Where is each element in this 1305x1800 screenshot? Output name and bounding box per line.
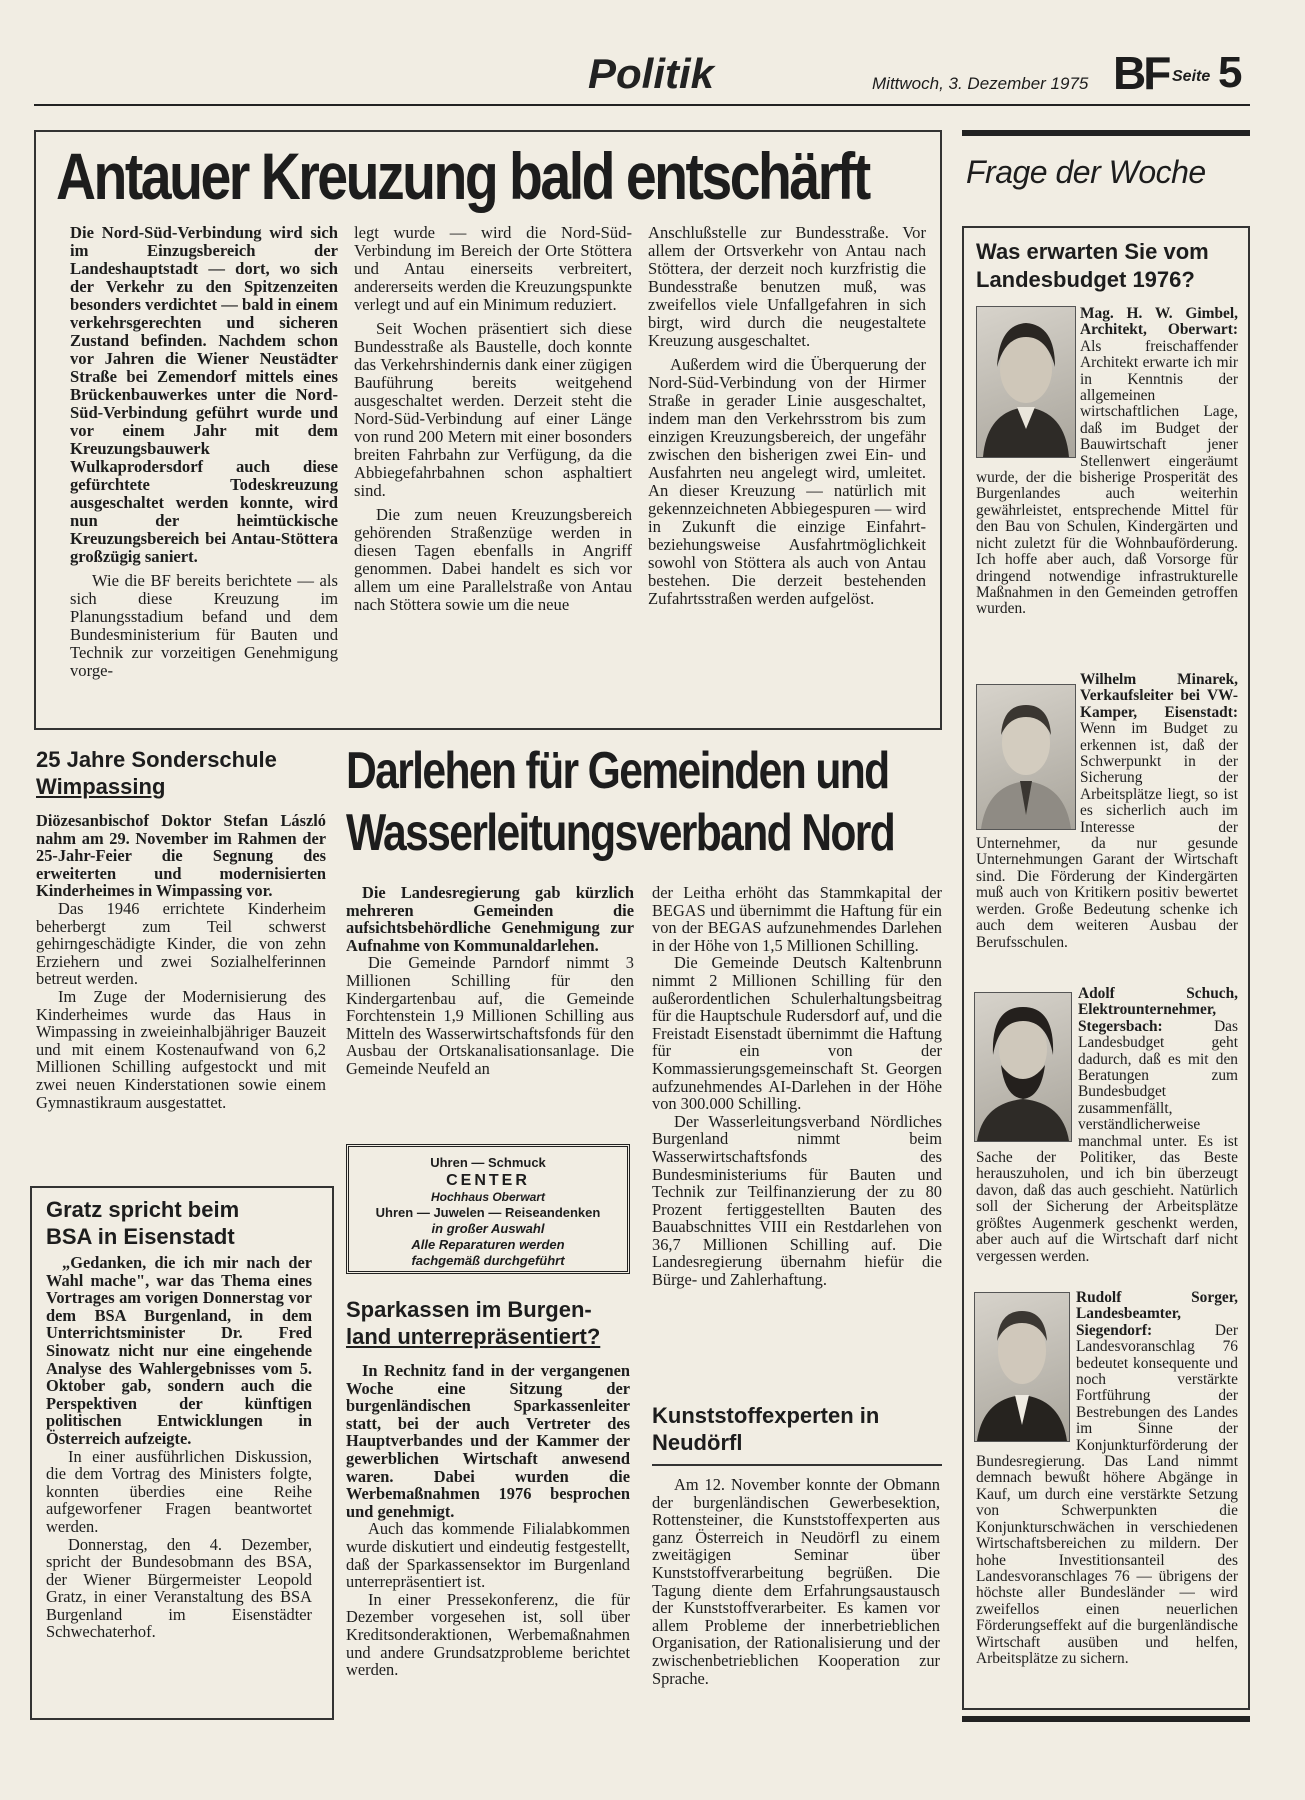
header-rule xyxy=(34,104,1250,106)
darlehen-headline-line1: Darlehen für Gemeinden und xyxy=(346,742,889,800)
page-label: Seite xyxy=(1172,68,1211,85)
frage-title: Frage der Woche xyxy=(966,154,1206,190)
sonderschule-lead: Diözesanbischof Doktor Stefan László nahm am 29. November im Rahmen der 25-Jahr-Feier die Segnung des erweiterten und modernisierten Kinderheimes in Wimpassing vor. xyxy=(36,811,326,901)
kunststoff-paragraph: Am 12. November konnte der Obmann der burgenländischen Gewerbesektion, Rottensteiner, die Kunststoffexperten aus ganz Österreich in Neudörfl zu einem zweitägigen Seminar über Kunststoffverarbeitung begrüßen. Die Tagung diente dem Erfahrungsaustausch der Kunststoffverarbeiter. Es kamen vor allem Probleme der innerbetrieblichen Organisation, der Rationalisierung und der zwischenbetrieblichen Kooperation zur Sprache. xyxy=(652,1475,940,1688)
article-antau-lead: Die Nord-Süd-Verbindung wird sich im Einzugsbereich der Landeshauptstadt — dort, wo sich der Verkehr zu den Spitzenzeiten besonders verdichtet — bald in einem verkehrsgerechten und sicheren Zustand befinden. Nachdem schon vor Jahren die Wiener Neustädter Straße bei Zemendorf mittels eines Brückenbauwerkes unter die Nord-Süd-Verbindung geführt wurde und vor einem Jahr mit dem Kreuzungsbauwerk Wulkaprodersdorf auch diese gefürchtete Todeskreuzung ausgeschaltet werden konnte, wird nun der heimtückische Kreuzungsbereich bei Antau-Stöttera großzügig saniert. xyxy=(70,223,338,566)
sparkassen-body xyxy=(346,1362,630,1679)
ad-line6: Alle Reparaturen werden xyxy=(411,1237,565,1252)
sparkassen-lead: In Rechnitz fand in der vergangenen Woche eine Sitzung der burgenländischen Sparkassenleiter statt, bei der auch Vertreter des Hauptverbandes und der Kammer der gewerblichen Wirtschaft anwesend waren. Dabei wurden die Werbemaßnahmen 1976 besprochen und genehmigt. xyxy=(346,1361,630,1521)
article-antau-paragraph: legt wurde — wird die Nord-Süd-Verbindung im Bereich der Orte Stöttera und Antau einerseits verbreitert, andererseits werden die Kreuzungspunkte verlegt und auf ein Minimum reduziert. xyxy=(354,223,632,314)
article-antau-col1 xyxy=(70,224,338,680)
sonderschule-body xyxy=(36,812,326,1111)
frage-top-bar xyxy=(962,130,1250,136)
darlehen-headline xyxy=(346,740,895,864)
issue-date: Mittwoch, 3. Dezember 1975 xyxy=(872,74,1089,93)
frage-answer-4 xyxy=(976,1290,1238,1667)
darlehen-paragraph: der Leitha erhöht das Stammkapital der BEGAS und übernimmt die Haftung für ein von der BEGAS aufzunehmendes Darlehen in der Höhe von 1,5 Millionen Schilling. xyxy=(652,883,942,955)
sparkassen-headline xyxy=(346,1296,636,1350)
frage-question-line1: Was erwarten Sie vom xyxy=(976,239,1209,264)
frage-bottom-bar xyxy=(962,1716,1250,1722)
answer-name: Wilhelm Minarek, Verkaufsleiter bei VW-Kamper, Eisenstadt: xyxy=(1080,671,1238,721)
photo-spacer xyxy=(976,672,1080,832)
sonderschule-headline-line1: 25 Jahre Sonderschule xyxy=(36,747,277,772)
newspaper-logo: BF xyxy=(1113,47,1169,99)
frage-answer-1 xyxy=(976,306,1238,618)
answer-name: Adolf Schuch, Elektrounternehmer, Stegersbach: xyxy=(1078,985,1238,1035)
frage-question xyxy=(976,238,1246,294)
gratz-body xyxy=(46,1254,312,1641)
gratz-headline-line1: Gratz spricht beim xyxy=(46,1197,240,1222)
darlehen-col2 xyxy=(652,884,942,1289)
gratz-lead: „Gedanken, die ich mir nach der Wahl mache", war das Thema eines Vortrages am vorigen Donnerstag vor dem BSA Burgenland, in dem Unterrichtsminister Dr. Fred Sinowatz nicht nur eine eingehende Analyse des Wahlergebnisses vom 5. Oktober gab, sondern auch die Perspektiven der künftigen politischen Entwicklungen in Österreich aufzeigte. xyxy=(46,1253,312,1448)
sparkassen-headline-line2: land unterrepräsentiert? xyxy=(346,1324,601,1349)
article-antau-headline: Antauer Kreuzung bald entschärft xyxy=(56,139,869,213)
ad-line5: in großer Auswahl xyxy=(431,1221,545,1236)
gratz-paragraph: In einer ausführlichen Diskussion, die dem Vortrag des Ministers folgte, konnten überdies eine Reihe aufgeworfener Fragen beantwortet werden. xyxy=(46,1446,312,1536)
sonderschule-headline xyxy=(36,746,336,800)
kunststoff-headline-line2: Neudörfl xyxy=(652,1430,743,1455)
gratz-headline-line2: BSA in Eisenstadt xyxy=(46,1224,235,1249)
photo-spacer xyxy=(976,306,1080,460)
sparkassen-headline-line1: Sparkassen im Burgen- xyxy=(346,1297,592,1322)
sparkassen-paragraph: In einer Pressekonferenz, die für Dezember vorgesehen ist, soll über Kreditsonderaktionen, Werbemaßnahmen und andere Grundsatzprobleme berichtet werden. xyxy=(346,1589,630,1680)
kunststoff-headline xyxy=(652,1402,942,1466)
gratz-paragraph: Donnerstag, den 4. Dezember, spricht der Bundesobmann des BSA, der Wiener Bürgermeister Leopold Gratz, in einer Veranstaltung des BSA Burgenland im Eisenstädter Schwechaterhof. xyxy=(46,1534,312,1642)
article-antau-col2 xyxy=(354,224,632,614)
frage-answer-4-text xyxy=(976,1290,1238,1667)
article-antau-paragraph: Seit Wochen präsentiert sich diese Bundesstraße als Baustelle, doch konnte das Verkehrshindernis dank einer zügigen Bauführung bereits weitgehend ausgeschaltet werden. Derzeit steht die Nord-Süd-Verbindung auf einer Länge von rund 200 Metern mit einer bosonders breiten Fahrbahn zur Verfügung, da die Abbiegefahrbahnen schon asphaltiert sind. xyxy=(354,319,632,500)
darlehen-col1 xyxy=(346,884,634,1078)
frage-answer-3 xyxy=(976,986,1238,1265)
answer-name: Mag. H. W. Gimbel, Architekt, Oberwart: xyxy=(1080,305,1238,339)
ad-line1: Uhren — Schmuck xyxy=(430,1155,546,1170)
article-antau-paragraph: Wie die BF bereits berichtete — als sich diese Kreuzung im Planungsstadium befand und dem Bundesministerium für Bauten und Technik zur vorzeitigen Genehmigung vorge- xyxy=(70,571,338,680)
answer-text: Wenn im Budget zu erkennen ist, daß der Schwerpunkt in der Sicherung der Arbeitsplätze liegt, so ist es sicherlich auch im Interesse der Unternehmer, da nur gesunde Unternehmungen Garant der Wirtschaft sind. Die Förderung der Kindergärten muß auch von Kritikern positiv bewertet werden. Große Bedeutung schenke ich auch dem weiteren Ausbau der Berufsschulen. xyxy=(976,720,1238,951)
kunststoff-headline-line1: Kunststoffexperten in xyxy=(652,1403,880,1428)
sonderschule-paragraph: Das 1946 errichtete Kinderheim beherbergt zum Teil schwerst gehirngeschädigte Kinder, die von zehn Erziehern und zwei Sozialhelferinnen betreut werden. xyxy=(36,898,326,989)
frage-answer-3-text xyxy=(976,986,1238,1265)
kunststoff-body xyxy=(652,1476,940,1687)
photo-spacer xyxy=(976,986,1078,1142)
ad-line4: Uhren — Juwelen — Reiseandenken xyxy=(375,1205,601,1220)
answer-text: Als freischaffender Architekt erwarte ich mir in Kenntnis der allgemeinen wirtschaftlichen Lage, daß im Budget der Bauwirtschaft jener Stellenwert eingeräumt wurde, der die bisherige Prosperität des Burgenlandes auch weiterhin gewährleistet, entsprechende Mittel für den Bau von Schulen, Kindergärten und nicht zuletzt für die Wohnbauförderung. Ich hoffe aber auch, daß Vorsorge für dringend notwendige infrastrukturelle Maßnahmen in den Gemeinden getroffen wurden. xyxy=(976,337,1238,618)
frage-question-line2: Landesbudget 1976? xyxy=(976,267,1195,292)
sparkassen-paragraph: Auch das kommende Filialabkommen wurde diskutiert und eindeutig festgestellt, daß der Sparkassensektor im Burgenland unterrepräsentiert ist. xyxy=(346,1519,630,1592)
article-antau-col3 xyxy=(648,224,926,608)
frage-answer-2 xyxy=(976,672,1238,951)
gratz-headline xyxy=(46,1196,326,1250)
answer-name: Rudolf Sorger, Landesbeamter, Siegendorf: xyxy=(1076,1289,1238,1339)
ad-line3: Hochhaus Oberwart xyxy=(430,1190,546,1204)
ad-line7: fachgemäß durchgeführt xyxy=(411,1253,565,1268)
sonderschule-paragraph: Im Zuge der Modernisierung des Kinderheimes wurde das Haus in Wimpassing in zweieinhalbjähriger Bauzeit und mit einem Kostenaufwand von 6,2 Millionen Schilling aufgestockt und mit zwei neuen Kinderstationen sowie einem Gymnastikraum ausgestattet. xyxy=(36,986,326,1112)
darlehen-paragraph: Die Gemeinde Parndorf nimmt 3 Millionen Schilling für den Kindergartenbau auf, die Gemeinde Forchtenstein 1,9 Millionen Schilling aus Mitteln des Wasserwirtschaftsfonds für den Ausbau der Ortskanalisationsanlage. Die Gemeinde Neufeld an xyxy=(346,953,634,1078)
darlehen-headline-line2: Wasserleitungsverband Nord xyxy=(346,804,895,862)
darlehen-paragraph: Der Wasserleitungsverband Nördliches Burgenland nimmt beim Wasserwirtschaftsfonds des Bundesministeriums für Bauten und Technik zur Teilfinanzierung der zu 80 Prozent fertiggestellten Bauten des Bauabschnittes VIII ein Restdarlehen von 36,7 Millionen Schilling auf. Die Landesregierung übernahm hiefür die Bürge- und Zahlerhaftung. xyxy=(652,1111,942,1290)
ad-box xyxy=(346,1144,630,1274)
photo-spacer xyxy=(976,1290,1076,1444)
article-antau-paragraph: Anschlußstelle zur Bundesstraße. Vor allem der Ortsverkehr von Antau nach Stöttera, der derzeit noch kurzfristig die Bundesstraße benutzen muß, was zweifellos viele Unfallgefahren in sich birgt, wird durch die neugestaltete Kreuzung ausgeschaltet. xyxy=(648,223,926,350)
sonderschule-headline-line2: Wimpassing xyxy=(36,774,166,799)
article-antau-paragraph: Die zum neuen Kreuzungsbereich gehörenden Straßenzüge werden in diesen Tagen ebenfalls in Angriff genommen. Dabei handelt es sich vor allem um eine Parallelstraße von Antau nach Stöttera sowie um die neue xyxy=(354,505,632,614)
frage-answer-1-text xyxy=(976,306,1238,618)
darlehen-paragraph: Die Gemeinde Deutsch Kaltenbrunn nimmt 2 Millionen Schilling für den außerordentlichen Schulerhaltungsbeitrag für die Hauptschule Rudersdorf auf, und die Freistadt Eisenstadt übernimmt die Haftung für ein von der Kommassierungsgemeinschaft St. Georgen aufzunehmendes AI-Darlehen in der Höhe von 300.000 Schilling. xyxy=(652,953,942,1114)
darlehen-lead: Die Landesregierung gab kürzlich mehreren Gemeinden die aufsichtsbehördliche Genehmigung zur Aufnahme von Kommunaldarlehen. xyxy=(346,883,634,955)
frage-answer-2-text xyxy=(976,672,1238,951)
section-title: Politik xyxy=(588,50,715,97)
answer-text: Der Landesvoranschlag 76 bedeutet konsequente und noch verstärkte Fortführung der Bestrebungen des Landes im Sinne der Konjunkturförderung der Bundesregierung. Das Land nimmt demnach bewußt höhere Abgänge in Kauf, um durch eine verstärkte Setzung von Schwerpunkten die Konjunkturschwächen in verschiedenen Wirtschaftsbereichen zu mildern. Der hohe Investitionsanteil des Landesvoranschlages 76 — übrigens der höchste aller Bundesländer — wird zweifellos einen neuerlichen Förderungseffekt auf die burgenländische Wirtschaft ausüben und helfen, Arbeitsplätze zu sichern. xyxy=(976,1321,1238,1667)
answer-text: Das Landesbudget geht dadurch, daß es mit den Beratungen zum Bundesbudget zusammenfällt, verständlicherweise manchmal unter. Es ist Sache der Politiker, das Beste herauszuholen, und ich bin überzeugt davon, daß das auch geschieht. Natürlich soll der Sicherung der Arbeitsplätze größtes Augenmerk geschenkt werden, aber auch auf die Wirtschaft darf nicht vergessen werden. xyxy=(976,1017,1238,1265)
ad-center: CENTER xyxy=(446,1172,530,1189)
article-antau-paragraph: Außerdem wird die Überquerung der Nord-Süd-Verbindung von der Hirmer Straße in gerader Linie ausgeschaltet, indem man den Verkehrsstrom bis zum einzigen Kreuzungsbereich, der ungefähr zwischen den bisherigen zwei Ein- und Ausfahrten neu angelegt wird, umleitet. An dieser Kreuzung — natürlich mit gekennzeichneten Abbiegespuren — wird in Zukunft die einzige Einfahrt- beziehungsweise Ausfahrtmöglichkeit sowohl von Stöttera als auch von Antau bestehen. Die derzeit bestehenden Zufahrtsstraßen werden aufgelöst. xyxy=(648,355,926,608)
page-number: 5 xyxy=(1218,48,1243,97)
